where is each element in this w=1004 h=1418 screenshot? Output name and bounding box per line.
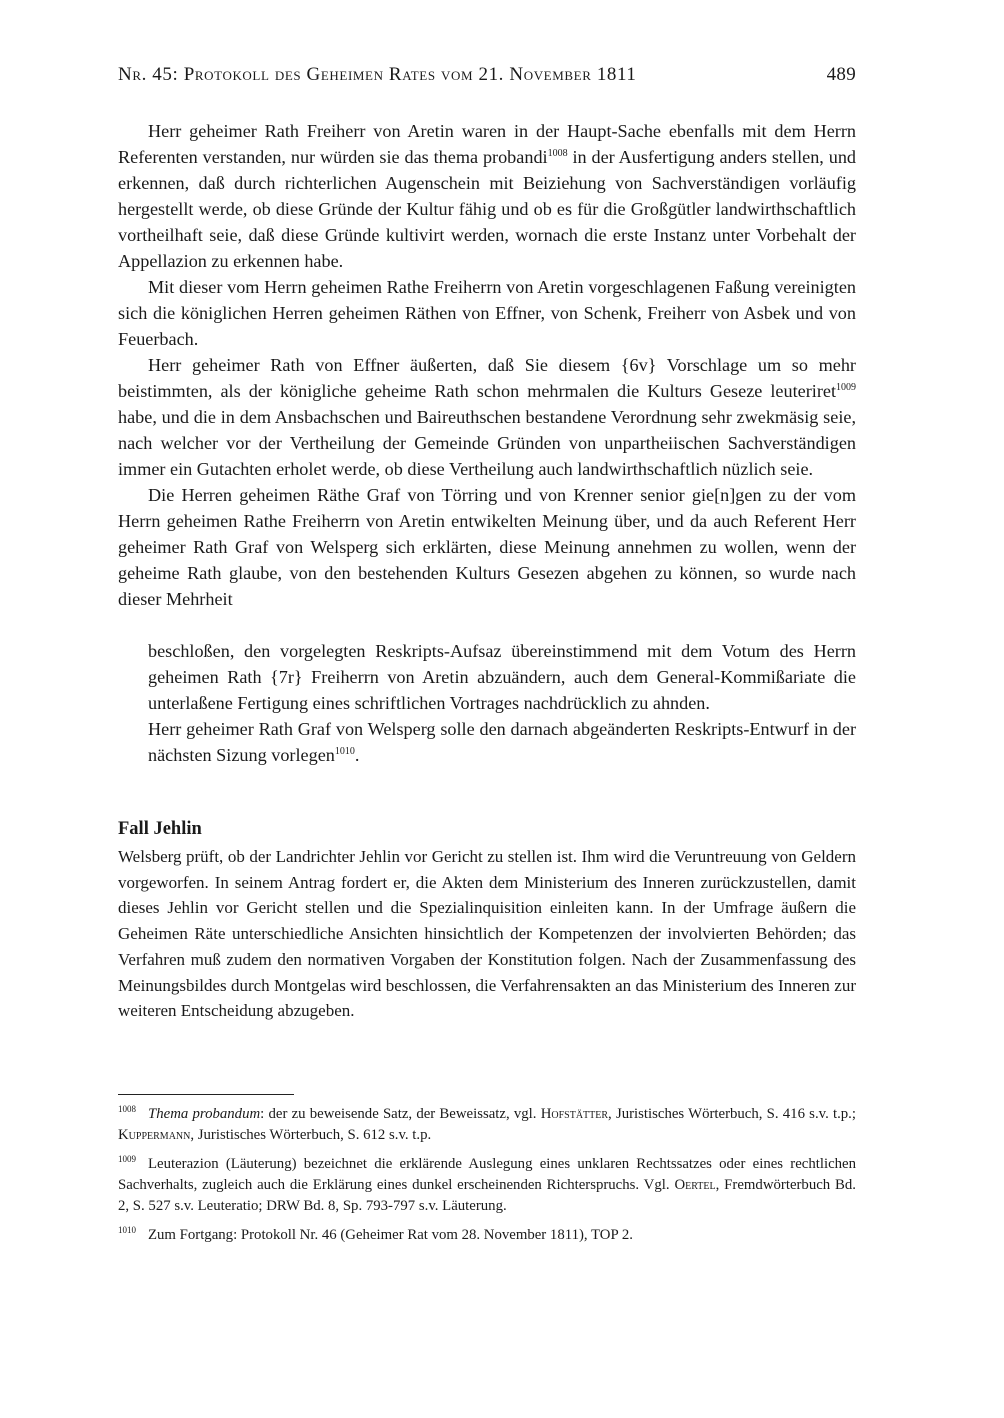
footnote-1009 [118,1154,856,1217]
footnote-term: Thema probandum [148,1106,261,1122]
resolution-text: Herr geheimer Rath Graf von Welsperg solle den darnach abgeänderten Reskripts-Entwurf in der nächsten Sizung vorlegen [148,719,856,765]
footnote-ref-1010[interactable]: 1010 [334,745,355,757]
paragraph-3 [118,352,856,482]
paragraph-4: Die Herren geheimen Räthe Graf von Törring und von Krenner senior gie[n]gen zu der vom Herrn geheimen Rathe Freiherrn von Aretin entwikelten Meinung über, und da auch Referent Herr geheimer Rath Graf von Welsperg sich erklärten, diese Meinung annehmen zu wollen, wenn der geheime Rath glaube, von den bestehenden Kulturs Gesezen abgehen zu können, so wurde nach dieser Mehrheit [118,485,856,609]
resolution-block [118,638,856,768]
resolution-text-2 [148,716,856,768]
footnote-number: 1010 [118,1225,136,1236]
footnote-divider [118,1094,294,1095]
author-name: Hofstätter [540,1106,609,1122]
footnote-1008 [118,1104,856,1146]
footnotes [118,1104,856,1254]
paragraph-text: Herr geheimer Rath Freiherr von Aretin waren in der Haupt-Sache ebenfalls mit dem Herrn Referenten verstanden, nur würden sie das thema probandi [118,121,856,167]
footnote-text: , Juristisches Wörterbuch, S. 416 s.v. t.p.; [608,1106,856,1122]
footnote-ref-1009[interactable]: 1009 [836,381,856,393]
page-number: 489 [826,64,856,85]
paragraph-1 [118,118,856,274]
author-name: Oertel [674,1177,716,1193]
running-title: Nr. 45: Protokoll des Geheimen Rates vom 21. November 1811 [118,64,637,85]
footnote-text: Zum Fortgang: Protokoll Nr. 46 (Geheimer Rat vom 28. November 1811), TOP 2. [148,1227,633,1243]
paragraph-text: habe, und die in dem Ansbachschen und Baireuthschen bestandene Verordnung sehr zwekmäsig seie, nach welcher vor der Vertheilung der Gemeinde Gründen von unpartheiischen Sachverständigen immer ein Gutachten erholet werde, ob diese Vertheilung auch landwirthschaftlich nüzlich seie. [118,407,856,479]
footnote-text: : der zu beweisende Satz, der Beweissatz, vgl. [260,1106,541,1122]
section-title: Fall Jehlin [118,819,202,839]
footnote-text: , Juristisches Wörterbuch, S. 612 s.v. t.p. [190,1127,432,1143]
body-text [118,118,856,1024]
resolution-text-1: beschloßen, den vorgelegten Reskripts-Aufsaz übereinstimmend mit dem Votum des Herrn geheimen Rath {7r} Freiherrn von Aretin abzuändern, auch dem General-Kommißariate die unterlaßene Fertigung eines schriftlichen Vortrages nachdrücklich zu ahnden. [148,641,856,713]
footnote-text: Leuterazion (Läuterung) bezeichnet die erklärende Auslegung eines unklaren Rechtssatzes oder eines rechtlichen Sachverhalts, zugleich auch die Erklärung eines dunkel erscheinenden Richterspruchs. Vgl. [118,1156,856,1193]
section-summary: Welsberg prüft, ob der Landrichter Jehlin vor Gericht zu stellen ist. Ihm wird die Veruntreuung von Geldern vorgeworfen. In seinem Antrag fordert er, die Akten dem Ministerium des Inneren zurückzustellen, damit dieses Jehlin vor Gericht stellen und die Spezialinquisition einleiten kann. In der Umfrage äußern die Geheimen Räte unterschiedliche Ansichten hinsichtlich der Kompetenzen der involvierten Behörden; das Verfahren muß zudem den normativen Vorgaben der Konstitution folgen. Nach der Zusammenfassung des Meinungsbildes durch Montgelas wird beschlossen, die Verfahrensakten an das Ministerium des Inneren zur weiteren Entscheidung abzugeben. [118,847,856,1021]
footnote-1010 [118,1225,856,1246]
author-name: Kuppermann [118,1127,191,1143]
footnote-number: 1009 [118,1154,136,1165]
paragraph-2: Mit dieser vom Herrn geheimen Rathe Freiherrn von Aretin vorgeschlagenen Faßung vereinigten sich die königlichen Herren geheimen Räthen von Effner, von Schenk, Freiherr von Asbek und von Feuerbach. [118,277,856,349]
running-head [118,64,856,86]
footnote-text: , Fremdwörterbuch Bd. 2, S. 527 s.v. Leuteratio; DRW Bd. 8, Sp. 793-797 s.v. Läuterung. [118,1177,857,1214]
resolution-text: . [354,745,360,765]
paragraph-text: Herr geheimer Rath von Effner äußerten, daß Sie diesem {6v} Vorschlage um so mehr beistimmten, als der königliche geheime Rath schon mehrmalen die Kulturs Geseze leuteriret [118,355,856,401]
footnote-number: 1008 [118,1104,136,1115]
paragraph-text: in der Ausfertigung anders stellen, und erkennen, daß durch richterlichen Augenschein mit Beiziehung von Sachverständigen vorläufig hergestellt werde, ob diese Gründe der Kultur fähig und ob es für die Großgütler landwirthschaftlich vortheilhaft seie, daß diese Gründe kultivirt werden, wornach die erste Instanz unter Vorbehalt der Appellazion zu erkennen habe. [118,147,857,271]
footnote-ref-1008[interactable]: 1008 [547,147,568,159]
